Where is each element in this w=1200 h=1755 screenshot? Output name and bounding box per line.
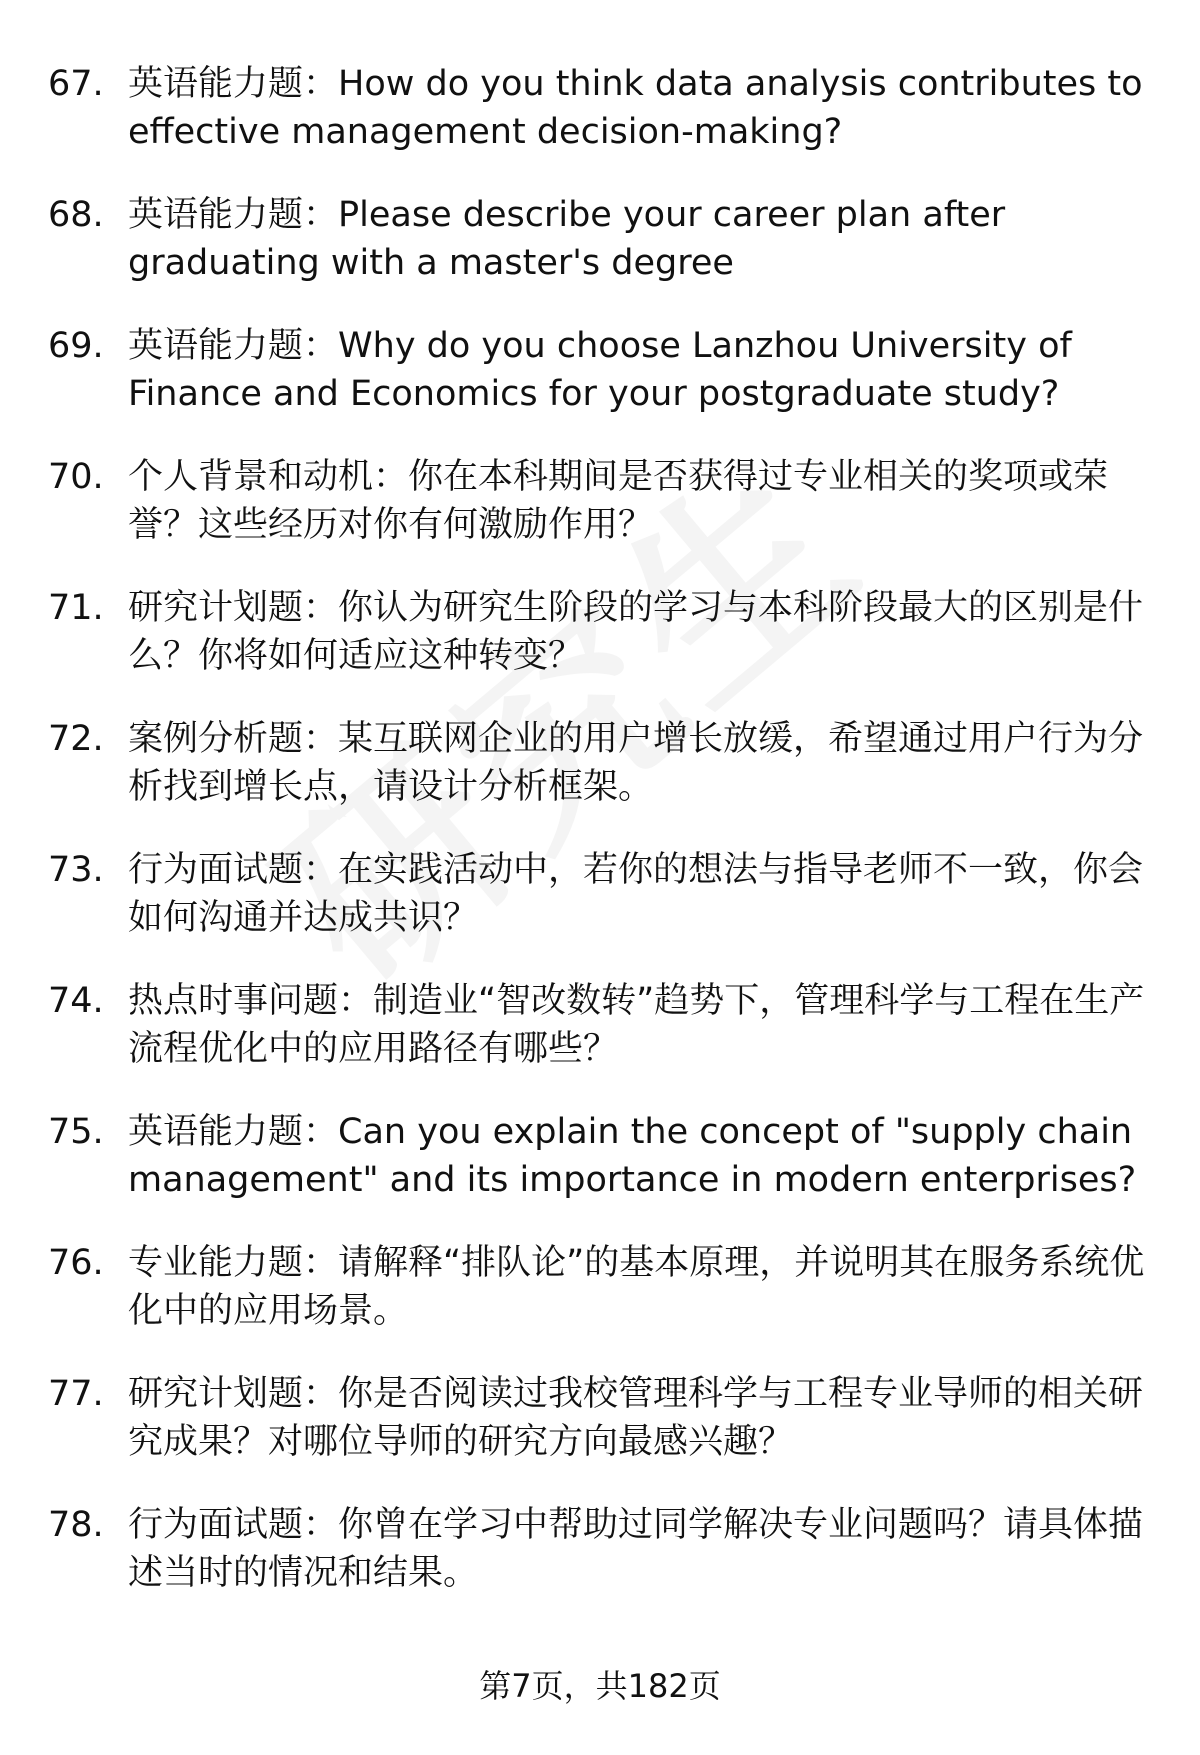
question-number: 75. — [48, 1112, 104, 1152]
question-number: 71. — [48, 588, 104, 628]
question-item — [48, 453, 1148, 549]
question-body — [128, 715, 1148, 811]
question-category: 行为面试题 ： — [128, 1505, 338, 1545]
question-category: 热点时事问题 ： — [128, 981, 373, 1021]
question-text: 你在本科期间是否获得过专业相关的奖项或荣誉？这些经历对你有何激励作用？ — [128, 457, 1109, 545]
question-body — [128, 977, 1148, 1073]
question-category: 英语能力题 ： — [128, 64, 338, 104]
question-body — [128, 453, 1148, 549]
question-body — [128, 1370, 1148, 1466]
question-number: 74. — [48, 981, 104, 1021]
question-category: 案例分析题 ： — [128, 719, 338, 759]
question-list — [48, 60, 1148, 1632]
question-body — [128, 322, 1148, 418]
question-text: 你是否阅读过我校管理科学与工程专业导师的相关研究成果？对哪位导师的研究方向最感兴趣？ — [128, 1374, 1144, 1462]
question-text: 请解释“排队论”的基本原理，并说明其在服务系统优化中的应用场景。 — [128, 1243, 1145, 1331]
question-item — [48, 60, 1148, 156]
page-footer — [0, 1666, 1200, 1706]
question-body — [128, 1239, 1148, 1335]
question-item — [48, 715, 1148, 811]
question-body — [128, 846, 1148, 942]
question-number: 72. — [48, 719, 104, 759]
question-number: 78. — [48, 1505, 104, 1545]
question-body — [128, 1108, 1148, 1204]
question-category: 行为面试题 ： — [128, 850, 338, 890]
question-category: 英语能力题 ： — [128, 326, 338, 366]
question-text: Can you explain the concept of "supply chain management" and its importance in modern enterprises? — [128, 1112, 1137, 1200]
question-body — [128, 1501, 1148, 1597]
question-text: 制造业“智改数转”趋势下，管理科学与工程在生产流程优化中的应用路径有哪些？ — [128, 981, 1145, 1069]
question-number: 77. — [48, 1374, 104, 1414]
question-text: How do you think data analysis contributes to effective management decision-making? — [128, 64, 1143, 152]
question-item — [48, 977, 1148, 1073]
question-text: 你曾在学习中帮助过同学解决专业问题吗？请具体描述当时的情况和结果。 — [128, 1505, 1144, 1593]
page-number-label: 第7页，共182页 — [479, 1667, 721, 1705]
question-item — [48, 1239, 1148, 1335]
question-category: 研究计划题 ： — [128, 1374, 338, 1414]
question-category: 英语能力题 ： — [128, 195, 338, 235]
question-text: Why do you choose Lanzhou University of Finance and Economics for your postgraduate study? — [128, 326, 1072, 414]
question-item — [48, 584, 1148, 680]
question-number: 68. — [48, 195, 104, 235]
question-item — [48, 322, 1148, 418]
question-item — [48, 191, 1148, 287]
question-body — [128, 191, 1148, 287]
question-item — [48, 1370, 1148, 1466]
question-text: 你认为研究生阶段的学习与本科阶段最大的区别是什么？你将如何适应这种转变？ — [128, 588, 1144, 676]
question-number: 69. — [48, 326, 104, 366]
question-item — [48, 846, 1148, 942]
question-text: 某互联网企业的用户增长放缓，希望通过用户行为分析找到增长点，请设计分析框架。 — [128, 719, 1144, 807]
question-category: 专业能力题 ： — [128, 1243, 338, 1283]
question-item — [48, 1501, 1148, 1597]
question-number: 67. — [48, 64, 104, 104]
question-text: 在实践活动中，若你的想法与指导老师不一致，你会如何沟通并达成共识？ — [128, 850, 1144, 938]
question-number: 76. — [48, 1243, 104, 1283]
question-body — [128, 60, 1148, 156]
question-category: 研究计划题 ： — [128, 588, 338, 628]
question-body — [128, 584, 1148, 680]
question-item — [48, 1108, 1148, 1204]
question-text: Please describe your career plan after graduating with a master's degree — [128, 195, 1006, 283]
question-category: 个人背景和动机 ： — [128, 457, 408, 497]
question-category: 英语能力题 ： — [128, 1112, 338, 1152]
question-number: 73. — [48, 850, 104, 890]
question-number: 70. — [48, 457, 104, 497]
